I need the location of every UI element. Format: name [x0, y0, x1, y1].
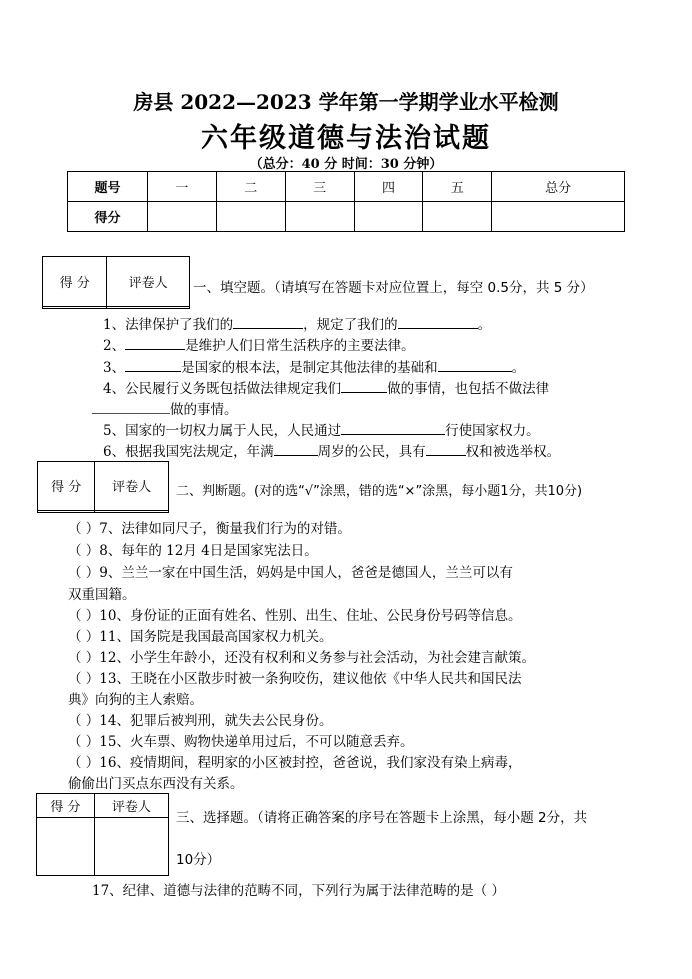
exam-title-line2: 六年级道德与法治试题 [201, 123, 491, 154]
score-entry-cell[interactable] [148, 202, 217, 232]
score-table-cell: 得分 [68, 202, 148, 232]
answer-blank[interactable] [274, 442, 318, 456]
question-10: （ ）10、身份证的正面有姓名、性别、出生、住址、公民身份号码等信息。 [68, 608, 522, 624]
score-entry-cell[interactable] [492, 202, 625, 232]
answer-blank[interactable] [233, 315, 303, 329]
score-table-cell: 五 [423, 172, 492, 202]
question-2: 2、 是维护人们日常生活秩序的主要法律。 [103, 338, 415, 354]
grader-score-label: 得 分 [37, 794, 95, 818]
question-9-continued: 双重国籍。 [68, 587, 136, 603]
section3-heading: 三、选择题。（请将正确答案的序号在答题卡上涂黑，每小题 2分，共 [176, 810, 588, 826]
grader-name-label: 评卷人 [94, 794, 168, 818]
question-11: （ ）11、国务院是我国最高国家权力机关。 [68, 629, 333, 645]
score-entry-cell[interactable] [423, 202, 492, 232]
answer-blank[interactable] [125, 358, 181, 372]
grader-name-label: 评卷人 [95, 462, 169, 511]
grader-name-cell[interactable] [94, 818, 168, 876]
question-7: （ ）7、法律如同尺子，衡量我们行为的对错。 [68, 521, 351, 537]
answer-blank[interactable] [398, 315, 478, 329]
score-table [67, 171, 625, 232]
grader-score-cell[interactable] [38, 510, 95, 512]
question-3: 3、 是国家的根本法，是制定其他法律的基础和 。 [103, 360, 526, 376]
question-4-continued: 做的事情。 [92, 398, 238, 418]
question-13: （ ）13、王晓在小区散步时被一条狗咬伤，建议他依《中华人民共和国民法 [68, 671, 522, 687]
score-table-score-row [68, 202, 625, 232]
answer-blank[interactable] [125, 336, 185, 350]
exam-subtitle: （总分：40 分 时间：30 分钟） [249, 157, 443, 172]
grader-score-cell[interactable] [37, 818, 95, 876]
score-entry-cell[interactable] [354, 202, 423, 232]
score-entry-cell[interactable] [285, 202, 354, 232]
grader-name-cell[interactable] [95, 510, 169, 512]
score-table-cell: 总分 [492, 172, 625, 202]
score-table-cell: 题号 [68, 172, 148, 202]
question-6: 6、根据我国宪法规定，年满 周岁的公民，具有 权和被选举权。 [103, 444, 561, 460]
grader-box-section1 [42, 256, 190, 309]
question-16-continued: 偷偷出门买点东西没有关系。 [68, 776, 244, 792]
score-table-cell: 三 [285, 172, 354, 202]
question-1: 1、法律保护了我们的 ，规定了我们的 。 [103, 317, 492, 333]
question-12: （ ）12、小学生年龄小，还没有权利和义务参与社会活动，为社会建言献策。 [68, 650, 535, 666]
answer-blank[interactable] [341, 421, 445, 435]
question-15: （ ）15、火车票、购物快递单用过后，不可以随意丢弃。 [68, 734, 414, 750]
section1-heading: 一、填空题。（请填写在答题卡对应位置上，每空 0.5分，共 5 分） [193, 280, 594, 296]
section3-heading-continued: 10分） [176, 852, 221, 868]
answer-blank[interactable] [438, 358, 512, 372]
answer-blank[interactable] [341, 379, 387, 393]
answer-blank[interactable] [426, 442, 466, 456]
answer-blank[interactable] [92, 400, 170, 414]
score-table-header-row [68, 172, 625, 202]
grader-score-label: 得 分 [43, 257, 107, 307]
score-entry-cell[interactable] [216, 202, 285, 232]
grader-score-cell[interactable] [43, 306, 107, 308]
score-table-cell: 一 [148, 172, 217, 202]
question-8: （ ）8、每年的 12月 4日是国家宪法日。 [68, 543, 318, 559]
question-13-continued: 典》向狗的主人索赔。 [68, 692, 203, 708]
question-5: 5、国家的一切权力属于人民，人民通过 行使国家权力。 [103, 423, 540, 439]
grader-name-cell[interactable] [107, 306, 190, 308]
grader-box-section3 [36, 793, 169, 876]
grader-score-label: 得 分 [38, 462, 95, 511]
score-table-cell: 二 [216, 172, 285, 202]
question-14: （ ）14、犯罪后被判刑，就失去公民身份。 [68, 713, 333, 729]
section2-heading: 二、判断题。(对的选“√”涂黑，错的选“×”涂黑，每小题1分，共10分) [176, 484, 583, 499]
question-17: 17、纪律、道德与法律的范畴不同，下列行为属于法律范畴的是（ ） [92, 883, 505, 899]
grader-name-label: 评卷人 [107, 257, 190, 307]
question-9: （ ）9、兰兰一家在中国生活，妈妈是中国人，爸爸是德国人，兰兰可以有 [68, 565, 513, 581]
question-4: 4、公民履行义务既包括做法律规定我们 做的事情，也包括不做法律 [103, 381, 550, 397]
grader-box-section2 [37, 461, 169, 513]
question-16: （ ）16、疫情期间，程明家的小区被封控，爸爸说，我们家没有染上病毒， [68, 755, 522, 771]
score-table-cell: 四 [354, 172, 423, 202]
exam-title-line1: 房县 2022—2023 学年第一学期学业水平检测 [133, 90, 559, 114]
